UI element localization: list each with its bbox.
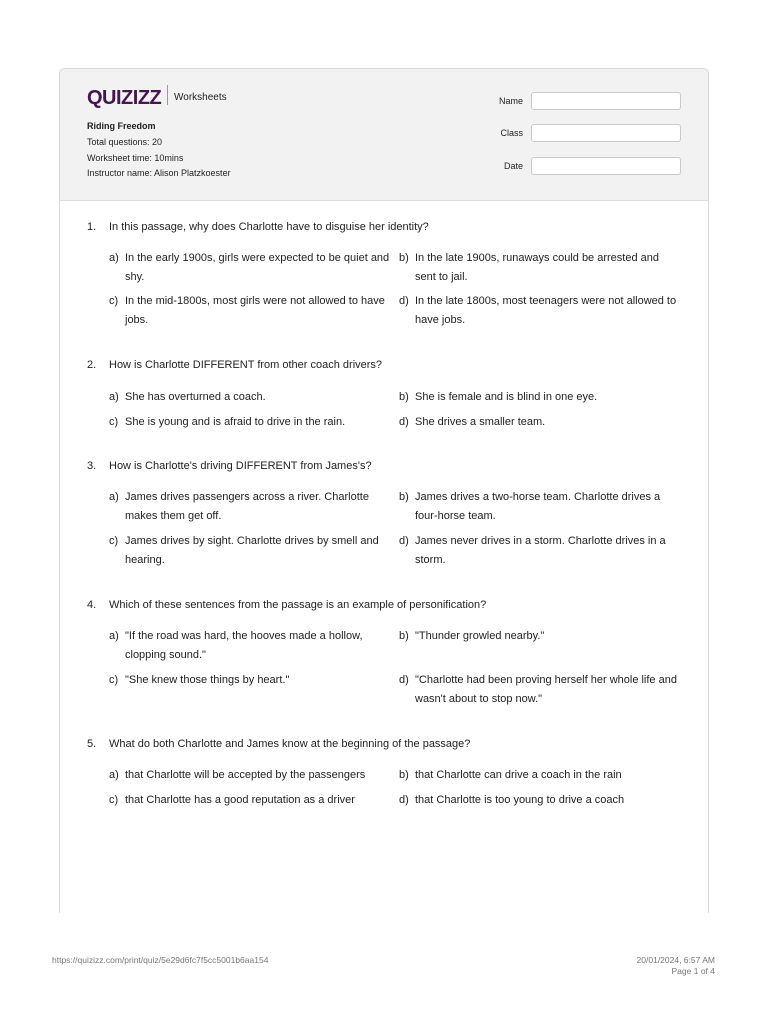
option-text: "If the road was hard, the hooves made a hollow, clopping sound." (125, 630, 363, 661)
option-letter: d) (399, 295, 409, 307)
option-letter: c) (109, 794, 119, 806)
option-letter: b) (399, 769, 409, 781)
option-text: She is young and is afraid to drive in the rain. (125, 416, 346, 428)
option-text: James drives a two-horse team. Charlotte drives a four-horse team. (415, 491, 661, 522)
option-letter: d) (399, 416, 409, 428)
question-number: 5. (87, 738, 97, 750)
question-number: 2. (87, 359, 97, 371)
quizizz-logo: QUIZIZZ (87, 87, 162, 109)
option-text: that Charlotte is too young to drive a coach (415, 794, 625, 806)
question-text: What do both Charlotte and James know at the beginning of the passage? (109, 738, 471, 750)
option-text: In the late 1800s, most teenagers were not allowed to have jobs. (415, 295, 677, 326)
name-label: Name (498, 96, 523, 106)
question-number: 3. (87, 460, 97, 472)
date-label: Date (503, 161, 523, 171)
option-text: In the late 1900s, runaways could be arrested and sent to jail. (415, 252, 659, 283)
worksheet-time: Worksheet time: 10mins (87, 153, 184, 163)
class-field[interactable] (531, 124, 681, 142)
instructor-name: Instructor name: Alison Platzkoester (87, 168, 231, 178)
question-text: How is Charlotte's driving DIFFERENT from James's? (109, 460, 372, 472)
name-field[interactable] (531, 92, 681, 110)
footer-datetime: 20/01/2024, 6:57 AM (636, 955, 715, 965)
date-field[interactable] (531, 157, 681, 175)
logo-divider (167, 85, 168, 105)
option-text: "Charlotte had been proving herself her whole life and wasn't about to stop now." (415, 674, 677, 705)
option-letter: b) (399, 252, 409, 264)
option-text: She drives a smaller team. (415, 416, 546, 428)
option-letter: d) (399, 535, 409, 547)
option-letter: a) (109, 391, 119, 403)
option-letter: c) (109, 416, 119, 428)
option-letter: d) (399, 674, 409, 686)
option-letter: b) (399, 630, 409, 642)
option-letter: a) (109, 252, 119, 264)
option-letter: c) (109, 674, 119, 686)
option-letter: a) (109, 769, 119, 781)
option-text: She has overturned a coach. (125, 391, 266, 403)
option-letter: b) (399, 391, 409, 403)
option-letter: b) (399, 491, 409, 503)
option-text: that Charlotte has a good reputation as a driver (125, 794, 355, 806)
total-questions: Total questions: 20 (87, 137, 163, 147)
option-text: In the early 1900s, girls were expected to be quiet and shy. (125, 252, 390, 283)
footer-page-number: Page 1 of 4 (671, 966, 715, 976)
option-text: James never drives in a storm. Charlotte drives in a storm. (415, 535, 666, 566)
option-text: In the mid-1800s, most girls were not allowed to have jobs. (125, 295, 385, 326)
worksheet-page (59, 68, 709, 913)
option-letter: a) (109, 491, 119, 503)
question-number: 4. (87, 599, 97, 611)
option-text: "Thunder growled nearby." (415, 630, 545, 642)
worksheet-title: Riding Freedom (87, 121, 156, 131)
footer-url: https://quizizz.com/print/quiz/5e29d6fc7f5cc5001b6aa154 (52, 955, 269, 965)
option-text: James drives passengers across a river. Charlotte makes them get off. (125, 491, 369, 522)
question-text: How is Charlotte DIFFERENT from other coach drivers? (109, 359, 383, 371)
option-letter: a) (109, 630, 119, 642)
worksheet-header (60, 69, 708, 201)
product-name: Worksheets (174, 92, 227, 103)
option-text: that Charlotte will be accepted by the passengers (125, 769, 366, 781)
option-letter: c) (109, 295, 119, 307)
option-text: James drives by sight. Charlotte drives by smell and hearing. (125, 535, 379, 566)
question-text: In this passage, why does Charlotte have to disguise her identity? (109, 221, 429, 233)
option-text: "She knew those things by heart." (125, 674, 290, 686)
class-label: Class (500, 128, 523, 138)
option-letter: c) (109, 535, 119, 547)
option-text: She is female and is blind in one eye. (415, 391, 598, 403)
option-letter: d) (399, 794, 409, 806)
question-number: 1. (87, 221, 97, 233)
question-text: Which of these sentences from the passage is an example of personification? (109, 599, 487, 611)
option-text: that Charlotte can drive a coach in the rain (415, 769, 622, 781)
